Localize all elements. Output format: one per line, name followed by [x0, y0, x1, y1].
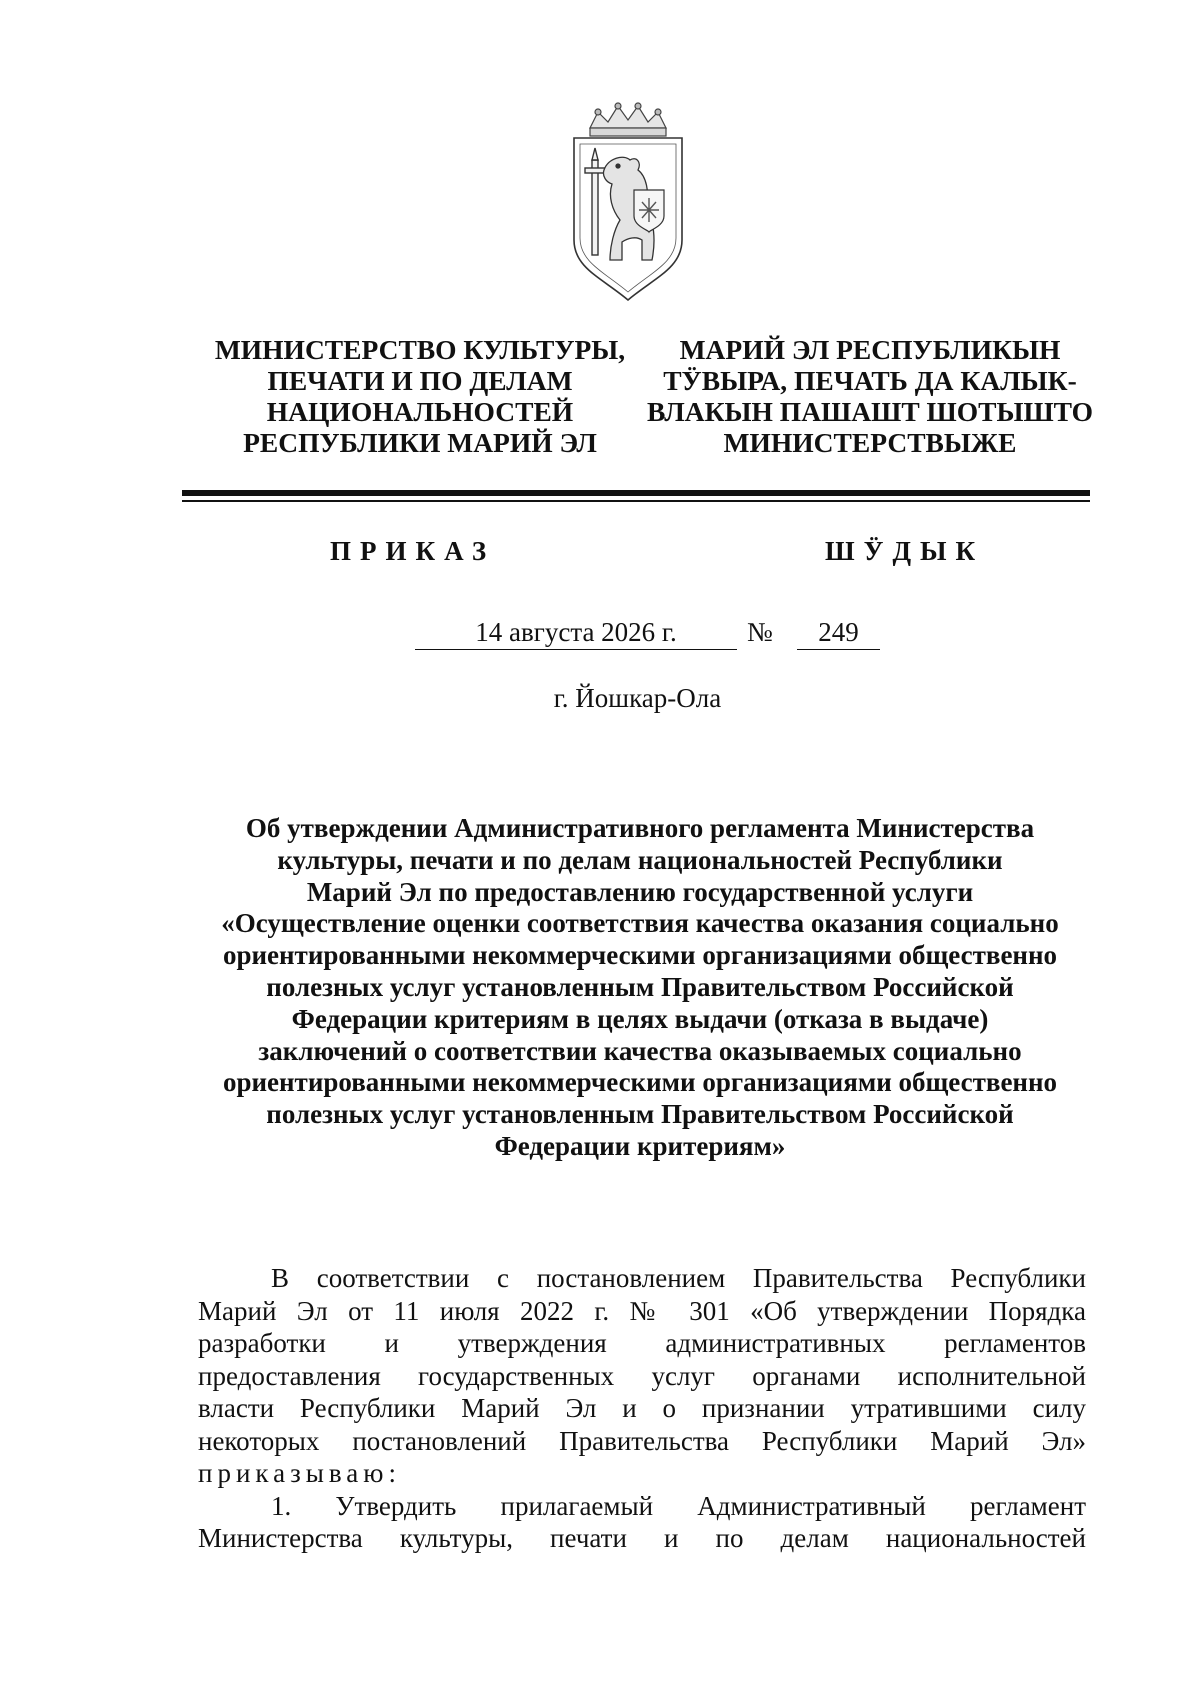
document-title-line: Федерации критериям в целях выдачи (отказа в выдаче): [291, 1003, 989, 1034]
header-left-line: РЕСПУБЛИКИ МАРИЙ ЭЛ: [243, 427, 597, 458]
body-line: В соответствии с постановлением Правительства Республики: [271, 1263, 1086, 1293]
order-date-number-row: [0, 617, 1200, 657]
body-line: Министерства культуры, печати и по делам национальностей: [198, 1523, 1086, 1553]
document-title-line: Федерации критериям»: [494, 1130, 786, 1161]
header-divider-thick: [182, 490, 1090, 496]
header-divider-thin: [182, 500, 1090, 502]
body-line: 1. Утвердить прилагаемый Административный регламент: [271, 1490, 1086, 1521]
order-title-mari: ШӰДЫК: [825, 536, 985, 566]
body-line: Марий Эл от 11 июля 2022 г. № 301 «Об утверждении Порядка: [198, 1295, 1086, 1326]
order-city: г. Йошкар-Ола: [553, 683, 722, 713]
coat-of-arms-icon: [568, 100, 688, 305]
document-title-line: полезных услуг установленным Правительством Российской: [266, 1099, 1014, 1130]
header-left: [175, 334, 665, 458]
order-number-sign: №: [747, 617, 773, 647]
body-line: разработки и утверждения административных регламентов: [198, 1328, 1086, 1358]
order-title-russian: ПРИКАЗ: [330, 536, 496, 566]
header-left-line: МИНИСТЕРСТВО КУЛЬТУРЫ,: [214, 334, 626, 365]
body-line-order-word: приказываю:: [198, 1458, 401, 1488]
header-right: [625, 334, 1115, 458]
document-title-line: Марий Эл по предоставлению государственной услуги: [306, 876, 974, 907]
header-right-line: ВЛАКЫН ПАШАШТ ШОТЫШТО: [646, 396, 1094, 427]
header-right-line: МИНИСТЕРСТВЫЖЕ: [723, 427, 1017, 458]
document-title: [190, 813, 1090, 1163]
header-left-line: НАЦИОНАЛЬНОСТЕЙ: [266, 396, 574, 427]
document-body: [198, 1262, 1086, 1555]
document-title-line: ориентированными некоммерческими организациями общественно: [222, 1067, 1058, 1098]
body-line: предоставления государственных услуг органами исполнительной: [198, 1360, 1086, 1391]
document-title-line: «Осуществление оценки соответствия качества оказания социально: [221, 908, 1059, 939]
order-date: 14 августа 2026 г.: [415, 617, 737, 650]
document-title-line: культуры, печати и по делам национальностей Республики: [277, 844, 1003, 875]
header-left-line: ПЕЧАТИ И ПО ДЕЛАМ: [267, 365, 573, 396]
document-title-line: заключений о соответствии качества оказываемых социально: [258, 1035, 1022, 1066]
document-title-line: ориентированными некоммерческими организациями общественно: [222, 940, 1058, 971]
document-title-line: полезных услуг установленным Правительством Российской: [266, 971, 1014, 1002]
body-line: власти Республики Марий Эл и о признании утратившими силу: [198, 1393, 1086, 1423]
document-title-line: Об утверждении Административного регламента Министерства: [245, 813, 1035, 843]
body-line: некоторых постановлений Правительства Республики Марий Эл»: [198, 1425, 1086, 1456]
order-number: 249: [797, 617, 880, 650]
header-right-line: МАРИЙ ЭЛ РЕСПУБЛИКЫН: [679, 334, 1061, 365]
header-right-line: ТӰВЫРА, ПЕЧАТЬ ДА КАЛЫК-: [663, 365, 1077, 396]
